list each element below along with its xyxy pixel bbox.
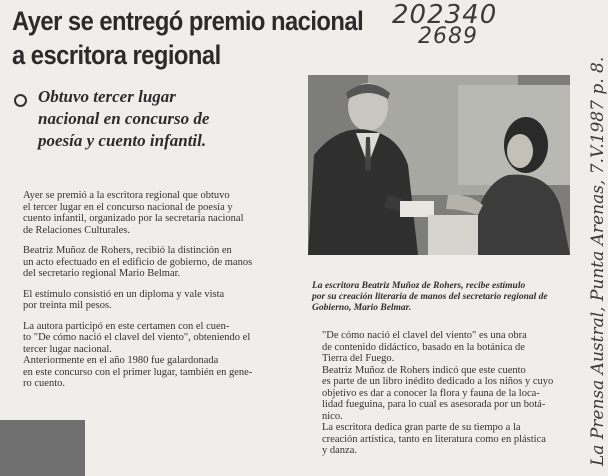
text-line: un acto efectuado en el edificio de gobierno, de manos [23,256,253,268]
text-line: Tierra del Fuego. [322,353,395,364]
handwritten-code: 202340 [392,0,498,30]
text-line: tercer lugar nacional. [23,343,112,355]
handwritten-code: 2689 [418,24,478,49]
text-line: de contenido didáctico, basado en la botánica de [322,341,525,353]
news-photo [308,75,570,255]
text-line: Ayer se premió a la escritora regional que obtuvo [23,190,230,201]
paragraph [13,190,278,236]
paragraph [13,321,278,356]
paragraph [312,365,572,423]
text-line: y danza. [322,445,357,456]
text-line: La escritora dedica gran parte de su tiempo a la [322,422,521,433]
bullet-circle-icon [14,94,27,107]
text-line: por treinta mil pesos. [23,300,112,311]
text-line: es parte de un libro inédito dedicado a los niños y cuyo [322,376,554,387]
text-line: creación artística, tanto en literatura como en plástica [322,433,546,445]
text-line: el tercer lugar en el concurso nacional de poesía y [23,201,233,213]
text-line: en este concurso con el primer lugar, también en gene- [23,366,253,378]
paragraph [312,422,572,457]
text-line: Beatriz Muñoz de Rohers, recibió la distinción en [23,245,232,256]
text-line: lidad fueguina, para lo cual es asesorada por un botá- [322,399,546,410]
paragraph [312,330,572,365]
scan-corner-shadow [0,420,85,476]
caption-line: La escritora Beatriz Muñoz de Rohers, recibe estímulo [312,281,526,291]
text-line: to "De cómo nació el clavel del viento", obteniendo el [23,332,251,343]
text-line: del secretario regional Mario Belmar. [23,268,181,279]
subtitle [38,86,278,152]
text-line: ro cuento. [23,378,65,389]
article-column-right [312,330,572,466]
photo-caption [312,281,574,314]
text-line: Beatriz Muñoz de Rohers indicó que este cuento [322,364,526,376]
subtitle-line: poesía y cuento infantil. [38,131,207,150]
margin-source-note: La Prensa Austral, Punta Arenas, 7.V.1987 p. 8. [588,56,608,466]
text-line: "De cómo nació el clavel del viento" es una obra [322,330,527,341]
text-line: Anteriormente en el año 1980 fue galardonada [23,355,219,366]
text-line: El estímulo consistió en un diploma y vale vista [23,288,225,300]
headline [12,4,364,72]
paragraph [13,245,278,280]
headline-line: a escritora regional [12,40,221,70]
text-line: nico. [322,410,343,422]
subtitle-line: Obtuvo tercer lugar [38,87,176,106]
paragraph [13,289,278,312]
article-column-left [13,190,278,399]
subtitle-line: nacional en concurso de [38,109,210,128]
text-line: La autora participó en este certamen con el cuen- [23,320,230,332]
paragraph [13,355,278,390]
photo-illustration [308,75,570,255]
text-line: cuento infantil, organizado por la secretaría nacional [23,213,244,224]
caption-line: Gobierno, Mario Belmar. [312,303,412,313]
text-line: de Relaciones Culturales. [23,224,131,236]
headline-line: Ayer se entregó premio nacional [12,6,364,36]
text-line: objetivo es dar a conocer la flora y fauna de la loca- [322,387,540,399]
caption-line: por su creación literaria de manos del secretario regional de [312,292,548,302]
